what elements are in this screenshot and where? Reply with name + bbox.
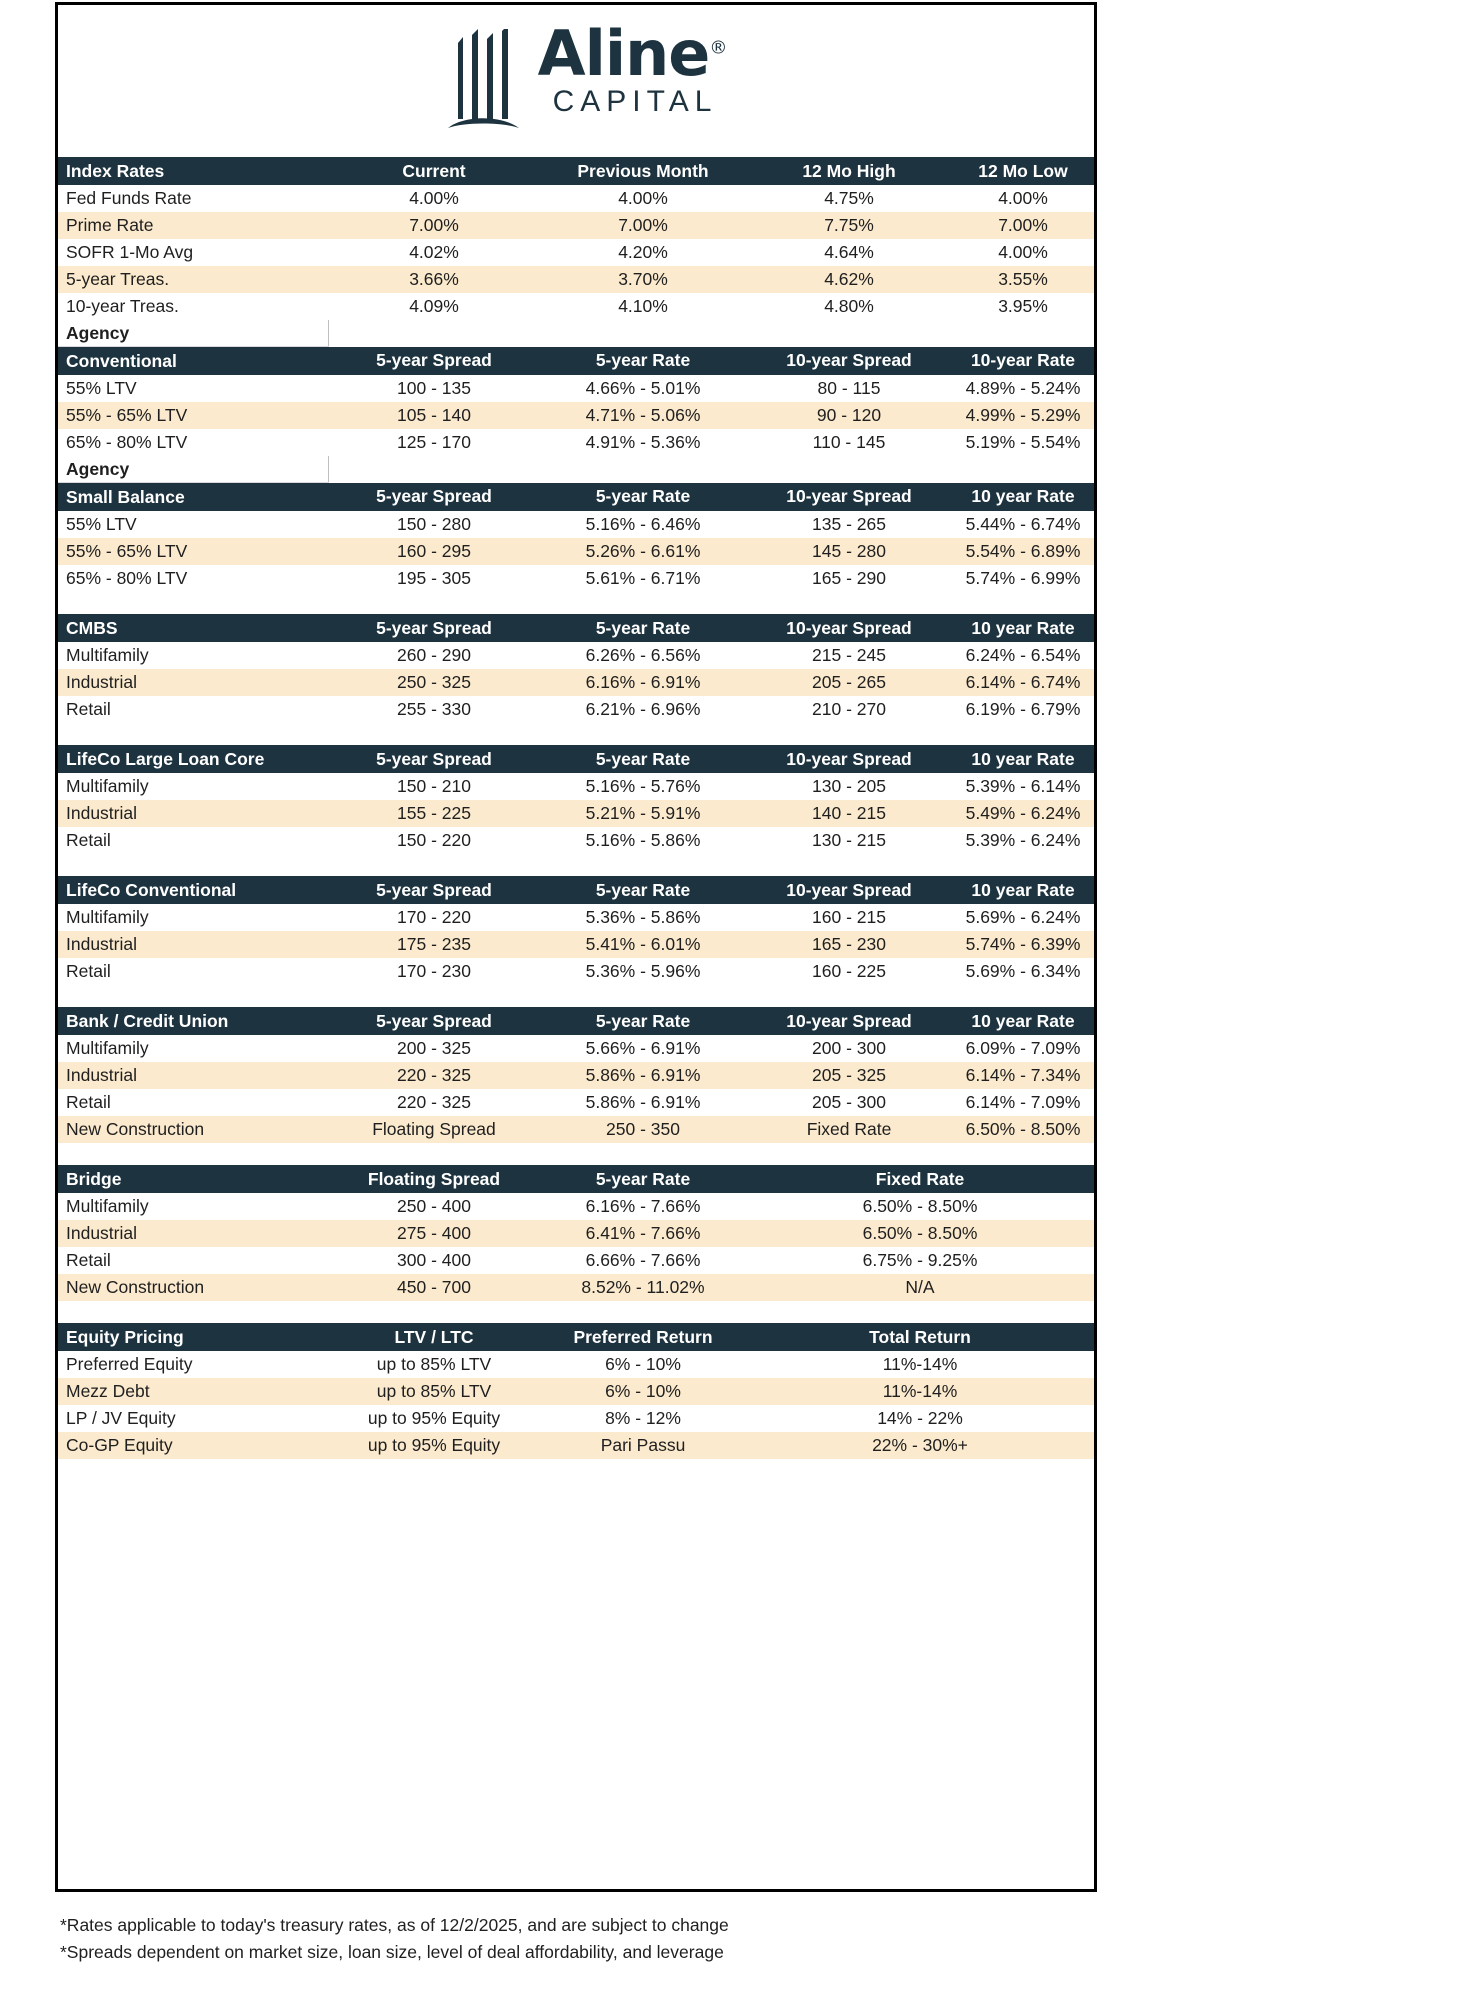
row-label: 65% - 80% LTV [58,429,328,456]
cell-value: 6.66% - 7.66% [540,1247,746,1274]
row-label: 55% - 65% LTV [58,402,328,429]
cell-value: 5.61% - 6.71% [540,565,746,592]
table-row [58,293,1094,320]
cell-value: 8% - 12% [540,1405,746,1432]
cell-value: 6.75% - 9.25% [746,1247,1094,1274]
row-label: New Construction [58,1116,328,1143]
col-header: 5-year Rate [540,1165,746,1193]
cell-value: 4.00% [952,185,1094,212]
section-spacer [58,1143,1094,1165]
cell-value: 5.86% - 6.91% [540,1089,746,1116]
cell-value: 6% - 10% [540,1351,746,1378]
table-row [58,669,1094,696]
cell-value: 5.26% - 6.61% [540,538,746,565]
col-header: Previous Month [540,157,746,185]
table-row [58,375,1094,402]
cell-value: 5.41% - 6.01% [540,931,746,958]
cell-value: 6.50% - 8.50% [952,1116,1094,1143]
table-row [58,429,1094,456]
table-row [58,1351,1094,1378]
cell-value: 5.69% - 6.24% [952,904,1094,931]
cell-value: 4.89% - 5.24% [952,375,1094,402]
cell-value: 5.39% - 6.24% [952,827,1094,854]
table-row [58,1405,1094,1432]
cell-value: 6% - 10% [540,1378,746,1405]
cell-value: 4.80% [746,293,952,320]
row-label: Preferred Equity [58,1351,328,1378]
cell-value: 3.55% [952,266,1094,293]
table-row [58,1274,1094,1301]
col-header: CMBS [58,614,328,642]
cell-value: 6.21% - 6.96% [540,696,746,723]
cell-value: 4.64% [746,239,952,266]
cell-value: 195 - 305 [328,565,540,592]
table-row [58,1035,1094,1062]
cell-value: 6.16% - 6.91% [540,669,746,696]
row-label: 55% - 65% LTV [58,538,328,565]
table-row [58,800,1094,827]
col-header: 10 year Rate [952,745,1094,773]
cell-value: 275 - 400 [328,1220,540,1247]
registered-mark: ® [709,36,727,58]
row-label: New Construction [58,1274,328,1301]
table-row [58,696,1094,723]
cell-value: 215 - 245 [746,642,952,669]
cell-value: 3.95% [952,293,1094,320]
cell-value: 14% - 22% [746,1405,1094,1432]
cell-value: 250 - 350 [540,1116,746,1143]
cell-value: 3.70% [540,266,746,293]
col-header: 12 Mo Low [952,157,1094,185]
cell-value: 5.36% - 5.96% [540,958,746,985]
brand-header [58,5,1094,157]
col-header: 10 year Rate [952,614,1094,642]
col-header: 5-year Spread [328,614,540,642]
col-header: 10-year Spread [746,614,952,642]
cell-value: 5.21% - 5.91% [540,800,746,827]
agency-label-row [58,456,1094,483]
cell-value: 155 - 225 [328,800,540,827]
col-header: 5-year Spread [328,745,540,773]
row-label: 65% - 80% LTV [58,565,328,592]
row-label: Industrial [58,800,328,827]
row-label: Fed Funds Rate [58,185,328,212]
col-header: 5-year Rate [540,745,746,773]
cell-value: 255 - 330 [328,696,540,723]
table-row [58,1089,1094,1116]
cell-value: 4.62% [746,266,952,293]
table-row [58,1220,1094,1247]
row-label: Retail [58,958,328,985]
cell-value: 125 - 170 [328,429,540,456]
cell-value: 5.16% - 6.46% [540,511,746,538]
cell-value: 11%-14% [746,1378,1094,1405]
section-spacer [58,592,1094,614]
col-header: 10-year Spread [746,483,952,512]
cell-value: 300 - 400 [328,1247,540,1274]
cell-value: 170 - 220 [328,904,540,931]
cell-value: up to 85% LTV [328,1351,540,1378]
row-label: Retail [58,1247,328,1274]
table-row [58,511,1094,538]
row-label: Retail [58,696,328,723]
agency-label-row [58,320,1094,347]
cell-value: 8.52% - 11.02% [540,1274,746,1301]
cell-value: 5.69% - 6.34% [952,958,1094,985]
cell-value: 5.74% - 6.39% [952,931,1094,958]
section-header-bank-credit-union [58,1007,1094,1035]
agency-label: Agency [58,320,328,347]
cell-value: 5.54% - 6.89% [952,538,1094,565]
col-header: 5-year Rate [540,347,746,376]
col-header: 10-year Spread [746,745,952,773]
col-header: Bank / Credit Union [58,1007,328,1035]
col-header: 10-year Spread [746,347,952,376]
col-header: 5-year Spread [328,876,540,904]
cell-value: 7.00% [540,212,746,239]
cell-value: 7.00% [952,212,1094,239]
cell-value: 205 - 325 [746,1062,952,1089]
table-row [58,402,1094,429]
footnote-rates-disclaimer: *Rates applicable to today's treasury rates, as of 12/2/2025, and are subject to change [60,1915,729,1935]
col-header: 10 year Rate [952,1007,1094,1035]
col-header: Preferred Return [540,1323,746,1351]
table-row [58,212,1094,239]
cell-value: 160 - 215 [746,904,952,931]
col-header: 10 year Rate [952,876,1094,904]
cell-value: 5.39% - 6.14% [952,773,1094,800]
col-header: Small Balance [58,483,328,512]
cell-value: 5.16% - 5.86% [540,827,746,854]
col-header: Equity Pricing [58,1323,328,1351]
cell-value: 4.66% - 5.01% [540,375,746,402]
cell-value: 3.66% [328,266,540,293]
cell-value: 5.86% - 6.91% [540,1062,746,1089]
table-row [58,1432,1094,1459]
cell-value: 5.49% - 6.24% [952,800,1094,827]
cell-value: 4.10% [540,293,746,320]
cell-value: Pari Passu [540,1432,746,1459]
section-header-cmbs [58,614,1094,642]
cell-value: up to 95% Equity [328,1405,540,1432]
cell-value: 7.75% [746,212,952,239]
footnote-spreads-disclaimer: *Spreads dependent on market size, loan size, level of deal affordability, and leverage [60,1942,724,1963]
cell-value: 450 - 700 [328,1274,540,1301]
section-header-small-balance [58,483,1094,512]
table-row [58,565,1094,592]
row-label: Industrial [58,1062,328,1089]
section-header-conventional [58,347,1094,376]
row-label: Industrial [58,669,328,696]
table-row [58,904,1094,931]
row-label: Multifamily [58,1193,328,1220]
cell-value: 4.91% - 5.36% [540,429,746,456]
col-header: Fixed Rate [746,1165,1094,1193]
col-header: Bridge [58,1165,328,1193]
col-header: Floating Spread [328,1165,540,1193]
cell-value: up to 95% Equity [328,1432,540,1459]
col-header: 5-year Spread [328,347,540,376]
cell-value: 11%-14% [746,1351,1094,1378]
cell-value: 160 - 295 [328,538,540,565]
col-header: 5-year Rate [540,876,746,904]
cell-value: 6.41% - 7.66% [540,1220,746,1247]
cell-value: 205 - 300 [746,1089,952,1116]
col-header: 5-year Rate [540,1007,746,1035]
brand-name: Aline [537,16,710,90]
col-header: 5-year Spread [328,1007,540,1035]
cell-value: 210 - 270 [746,696,952,723]
cell-value: 150 - 210 [328,773,540,800]
cell-value: 200 - 325 [328,1035,540,1062]
table-row [58,538,1094,565]
cell-value: 110 - 145 [746,429,952,456]
row-label: LP / JV Equity [58,1405,328,1432]
cell-value: 90 - 120 [746,402,952,429]
row-label: Industrial [58,1220,328,1247]
col-header: 5-year Rate [540,614,746,642]
table-row [58,1378,1094,1405]
cell-value: 150 - 280 [328,511,540,538]
cell-value: 250 - 400 [328,1193,540,1220]
row-label: Multifamily [58,904,328,931]
brand-subtitle: CAPITAL [552,85,718,119]
cell-value: 5.44% - 6.74% [952,511,1094,538]
row-label: Retail [58,827,328,854]
col-header: LifeCo Large Loan Core [58,745,328,773]
cell-value: 200 - 300 [746,1035,952,1062]
cell-value: 4.99% - 5.29% [952,402,1094,429]
col-header: 10-year Spread [746,876,952,904]
row-label: Multifamily [58,1035,328,1062]
cell-value: 175 - 235 [328,931,540,958]
cell-value: 150 - 220 [328,827,540,854]
cell-value: 5.19% - 5.54% [952,429,1094,456]
rate-tables [58,157,1094,1459]
row-label: Co-GP Equity [58,1432,328,1459]
col-header: Total Return [746,1323,1094,1351]
footnotes [60,1912,1160,1966]
row-label: 5-year Treas. [58,266,328,293]
cell-value: 22% - 30%+ [746,1432,1094,1459]
cell-value: 205 - 265 [746,669,952,696]
cell-value: 80 - 115 [746,375,952,402]
col-header: Current [328,157,540,185]
cell-value: 165 - 230 [746,931,952,958]
row-label: Multifamily [58,642,328,669]
cell-value: 170 - 230 [328,958,540,985]
col-header: 5-year Spread [328,483,540,512]
row-label: Multifamily [58,773,328,800]
cell-value: 5.66% - 6.91% [540,1035,746,1062]
cell-value: 6.24% - 6.54% [952,642,1094,669]
section-header-equity-pricing [58,1323,1094,1351]
section-spacer [58,723,1094,745]
cell-value: 4.02% [328,239,540,266]
table-row [58,239,1094,266]
section-header-index-rates [58,157,1094,185]
cell-value: 4.75% [746,185,952,212]
cell-value: Floating Spread [328,1116,540,1143]
section-spacer [58,1301,1094,1323]
table-row [58,773,1094,800]
rate-sheet [55,2,1097,1892]
cell-value: 130 - 205 [746,773,952,800]
cell-value: 6.50% - 8.50% [746,1220,1094,1247]
section-spacer [58,854,1094,876]
cell-value: 6.14% - 7.34% [952,1062,1094,1089]
cell-value: 250 - 325 [328,669,540,696]
cell-value: Fixed Rate [746,1116,952,1143]
cell-value: 220 - 325 [328,1089,540,1116]
col-header: LTV / LTC [328,1323,540,1351]
cell-value: 6.19% - 6.79% [952,696,1094,723]
row-label: Prime Rate [58,212,328,239]
col-header: 5-year Rate [540,483,746,512]
cell-value: 5.36% - 5.86% [540,904,746,931]
section-spacer [58,985,1094,1007]
table-row [58,185,1094,212]
col-header: LifeCo Conventional [58,876,328,904]
cell-value: 6.14% - 6.74% [952,669,1094,696]
row-label: Retail [58,1089,328,1116]
cell-value: 130 - 215 [746,827,952,854]
table-row [58,1116,1094,1143]
col-header: 10-year Rate [952,347,1094,376]
table-row [58,1247,1094,1274]
cell-value: 6.26% - 6.56% [540,642,746,669]
table-row [58,1193,1094,1220]
cell-value: 135 - 265 [746,511,952,538]
cell-value: 6.50% - 8.50% [746,1193,1094,1220]
col-header: 10 year Rate [952,483,1094,512]
building-columns-icon [446,29,522,138]
cell-value: 4.71% - 5.06% [540,402,746,429]
cell-value: 6.16% - 7.66% [540,1193,746,1220]
cell-value: 220 - 325 [328,1062,540,1089]
cell-value: 4.00% [328,185,540,212]
col-header: 12 Mo High [746,157,952,185]
cell-value: N/A [746,1274,1094,1301]
cell-value: 145 - 280 [746,538,952,565]
cell-value: 6.09% - 7.09% [952,1035,1094,1062]
section-header-lifeco-conventional [58,876,1094,904]
row-label: SOFR 1-Mo Avg [58,239,328,266]
row-label: Mezz Debt [58,1378,328,1405]
row-label: 55% LTV [58,511,328,538]
cell-value: 140 - 215 [746,800,952,827]
col-header: Index Rates [58,157,328,185]
row-label: 55% LTV [58,375,328,402]
cell-value: 4.00% [540,185,746,212]
section-header-lifeco-large-loan-core [58,745,1094,773]
table-row [58,1062,1094,1089]
cell-value: 4.00% [952,239,1094,266]
table-row [58,642,1094,669]
section-header-bridge [58,1165,1094,1193]
col-header: 10-year Spread [746,1007,952,1035]
cell-value: 7.00% [328,212,540,239]
cell-value: 105 - 140 [328,402,540,429]
cell-value: 160 - 225 [746,958,952,985]
table-row [58,958,1094,985]
cell-value: 5.74% - 6.99% [952,565,1094,592]
row-label: Industrial [58,931,328,958]
table-row [58,931,1094,958]
cell-value: 260 - 290 [328,642,540,669]
agency-label: Agency [58,456,328,483]
cell-value: up to 85% LTV [328,1378,540,1405]
cell-value: 6.14% - 7.09% [952,1089,1094,1116]
table-row [58,827,1094,854]
row-label: 10-year Treas. [58,293,328,320]
cell-value: 4.20% [540,239,746,266]
cell-value: 165 - 290 [746,565,952,592]
table-row [58,266,1094,293]
col-header: Conventional [58,347,328,376]
cell-value: 100 - 135 [328,375,540,402]
cell-value: 4.09% [328,293,540,320]
cell-value: 5.16% - 5.76% [540,773,746,800]
